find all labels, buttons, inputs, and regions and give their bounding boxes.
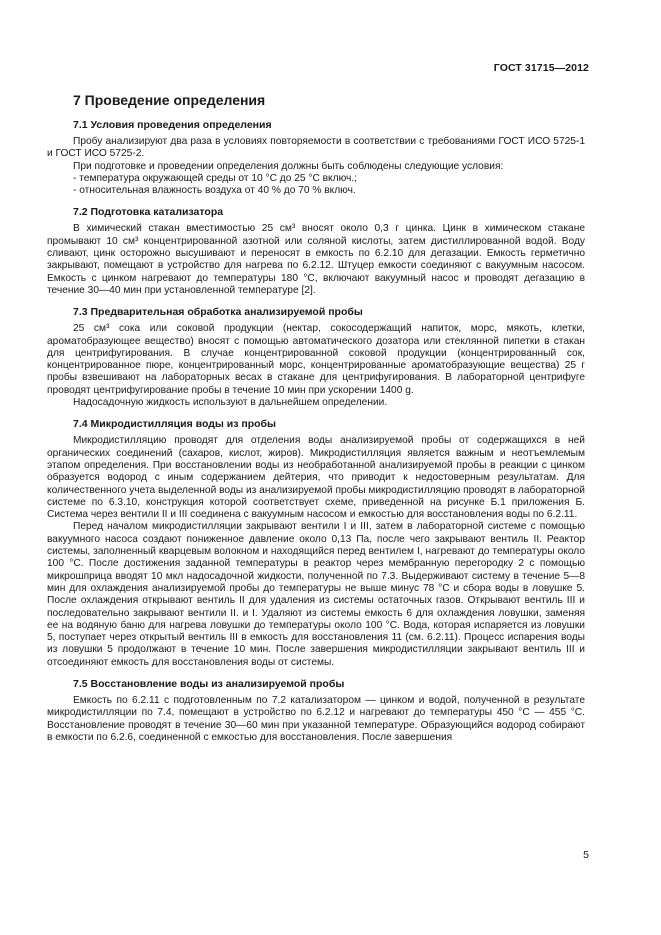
paragraph-7-5-1: Емкость по 6.2.11 с подготовленным по 7.2 катализатором — цинком и водой, полученной в результате микродистилляции по 7.4, помещают в устройство по 6.2.12 и нагревают до температуры 450 °С — 455 °С. Восстановление проводят в течение 30—60 мин при указанной температуре. Образующийся водород собирают в емкости по 6.2.6, соединенной с емкостью для восстановления. После завершения <box>47 694 585 743</box>
paragraph-7-1-2: При подготовке и проведении определения должны быть соблюдены следующие условия: <box>73 160 504 172</box>
subsection-title-7-2: 7.2 Подготовка катализатора <box>73 206 224 219</box>
section-title: 7 Проведение определения <box>73 92 266 108</box>
subsection-title-7-3: 7.3 Предварительная обработка анализируемой пробы <box>73 306 363 319</box>
subsection-title-7-1: 7.1 Условия проведения определения <box>73 119 272 131</box>
list-item-humidity: - относительная влажность воздуха от 40 % до 70 % включ. <box>73 185 356 197</box>
subsection-title-7-5: 7.5 Восстановление воды из анализируемой пробы <box>73 677 345 690</box>
paragraph-7-4-2: Перед началом микродистилляции закрывают вентили I и III, затем в лабораторной системе с помощью вакуумного насоса создают пониженное давление около 0,13 Па, после чего закрывают вентиль II. Реактор системы, заполненный кварцевым волокном и находящийся перед вентилем I, нагревают до температуры около 100 °С. После достижения заданной температуры в реактор через мембранную перегородку 2 с помощью микрошприца вводят 10 мкл надосадочной жидкости, полученной по 7.3. Выдерживают систему в течение 5—8 мин для охлаждения анализируемой пробы до температуры не выше минус 78 °С и сбора воды в ловушке 5. После охлаждения открывают вентиль II для удаления из системы остаточных газов. Открывают вентиль III и последовательно закрывают вентили II. и I. Удаляют из системы емкость 6 для охлаждения ловушки, заменяя ее на водяную баню для нагрева ловушки до температуры около 100 °С. Вода, которая испаряется из ловушки 5, поступает через открытый вентиль III в емкость для восстановления 11 (см. 6.2.11). Процесс испарения воды из ловушки 5 продолжают в течение 10 мин. После завершения микродистилляции закрывают вентиль III и отсоединяют емкость для восстановления воды от системы. <box>47 521 585 668</box>
paragraph-7-4-1: Микродистилляцию проводят для отделения воды анализируемой пробы от содержащихся в ней органических соединений (сахаров, кислот, жиров). Микродистилляция является важным и неотъемлемым этапом определения. При восстановлении воды из необработанной анализируемой пробы в реакции с цинком образуется водород с иным содержанием дейтерия, что приводит к недостоверным результатам. Для количественного учета выделенной воды из анализируемой пробы микродистилляцию проводят в лабораторной системе по 6.3.10, конструкция которой соответствует схеме, приведенной на рисунке Б.1 приложения Б. Система через вентили II и III соединена с вакуумным насосом и емкостью для восстановления воды по 6.2.11. <box>47 435 585 521</box>
paragraph-7-3-2: Надосадочную жидкость используют в дальнейшем определении. <box>73 397 388 409</box>
paragraph-7-3-1: 25 см³ сока или соковой продукции (нектар, сокосодержащий напиток, морс, мякоть, клетки, ароматобразующее вещество) вносят с помощью автоматического дозатора или стеклянной пипетки в стакан для центрифугирования. В случае концентрированной соковой продукции (концентрированный сок, концентрированное пюре, концентрированный морс, концентрированные ароматобразующие вещества) 25 г пробы взвешивают на лабораторных весах в стакане для центрифугирования. В лабораторной центрифуге проводят центрифугирование пробы в течение 10 мин при ускорении 1400 g. <box>47 323 585 396</box>
page-content <box>47 92 585 744</box>
page-number: 5 <box>583 849 589 861</box>
subsection-title-7-4: 7.4 Микродистилляция воды из пробы <box>73 418 276 431</box>
paragraph-7-1-1: Пробу анализируют два раза в условиях повторяемости в соответствии с требованиями ГОСТ ИСО 5725-1 и ГОСТ ИСО 5725-2. <box>47 136 585 160</box>
paragraph-7-2-1: В химический стакан вместимостью 25 см³ вносят около 0,3 г цинка. Цинк в химическом стакане промывают 10 см³ концентрированной азотной или соляной кислоты, затем дистиллированной водой. Воду сливают, цинк осторожно высушивают и переносят в емкость по 6.2.10 для дегазации. Емкость герметично закрывают, помещают в устройство для нагрева по 6.2.12. Штуцер емкости соединяют с вакуумным насосом. Емкость с цинком нагревают до температуры 180 °С, включают вакуумный насос и проводят дегазацию в течение 30—40 мин при установленной температуре [2]. <box>47 223 585 296</box>
list-item-temperature: - температура окружающей среды от 10 °С до 25 °С включ.; <box>73 172 357 184</box>
document-code: ГОСТ 31715—2012 <box>493 62 589 74</box>
